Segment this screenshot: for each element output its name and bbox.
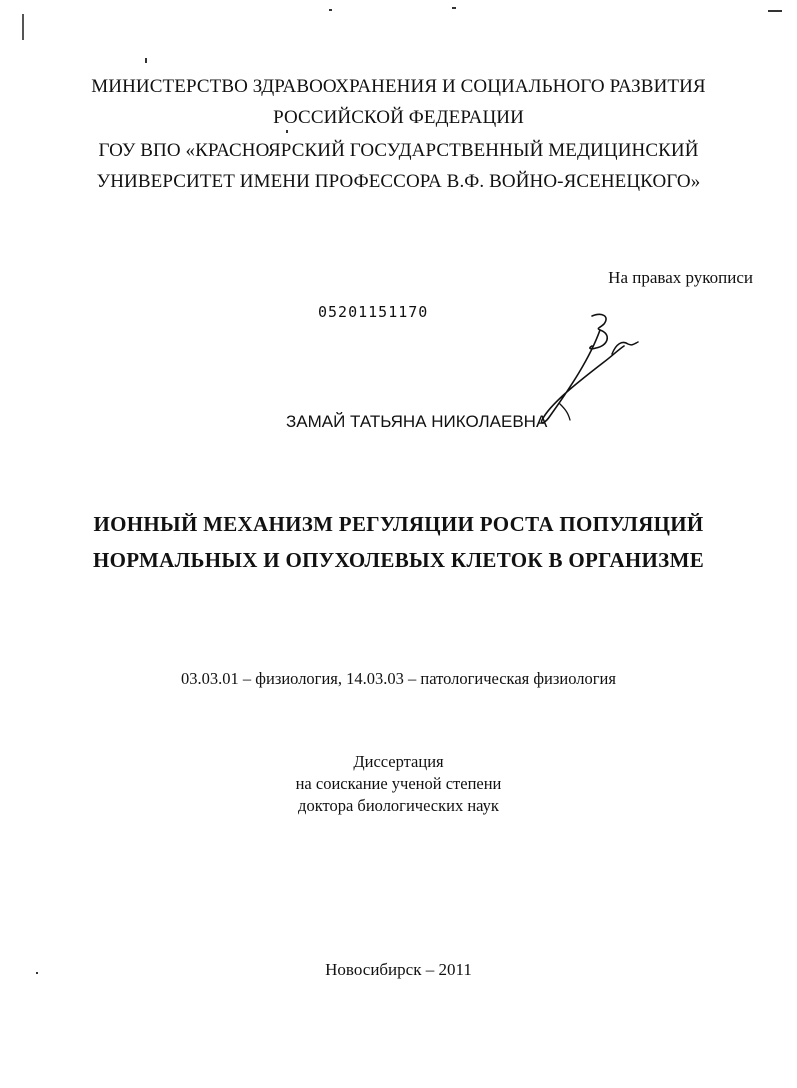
scan-speck xyxy=(145,58,147,63)
university-line-2: УНИВЕРСИТЕТ ИМЕНИ ПРОФЕССОРА В.Ф. ВОЙНО-ЯСЕНЕЦКОГО» xyxy=(96,171,701,192)
manuscript-rights-note: На правах рукописи xyxy=(608,268,753,287)
degree-line-1: Диссертация xyxy=(353,752,444,771)
federation-line: РОССИЙСКОЙ ФЕДЕРАЦИИ xyxy=(273,107,524,128)
document-number: 05201151170 xyxy=(318,303,429,321)
specialty-codes: 03.03.01 – физиология, 14.03.03 – патологическая физиология xyxy=(181,669,616,688)
city-year: Новосибирск – 2011 xyxy=(325,960,472,979)
handwritten-signature xyxy=(520,308,650,438)
degree-line-2: на соискание ученой степени xyxy=(295,774,502,793)
scan-speck xyxy=(286,130,288,133)
author-name: ЗАМАЙ ТАТЬЯНА НИКОЛАЕВНА xyxy=(286,412,548,431)
scan-speck xyxy=(22,14,24,40)
ministry-line: МИНИСТЕРСТВО ЗДРАВООХРАНЕНИЯ И СОЦИАЛЬНОГО РАЗВИТИЯ xyxy=(91,76,706,97)
university-line-1: ГОУ ВПО «КРАСНОЯРСКИЙ ГОСУДАРСТВЕННЫЙ МЕДИЦИНСКИЙ xyxy=(98,140,699,161)
scan-speck xyxy=(329,9,332,11)
dissertation-title-line-1: ИОННЫЙ МЕХАНИЗМ РЕГУЛЯЦИИ РОСТА ПОПУЛЯЦИЙ xyxy=(93,512,704,536)
degree-line-3: доктора биологических наук xyxy=(298,796,499,815)
dissertation-title-line-2: НОРМАЛЬНЫХ И ОПУХОЛЕВЫХ КЛЕТОК В ОРГАНИЗМЕ xyxy=(93,548,704,572)
scan-speck xyxy=(452,7,456,9)
scan-speck xyxy=(768,10,782,12)
